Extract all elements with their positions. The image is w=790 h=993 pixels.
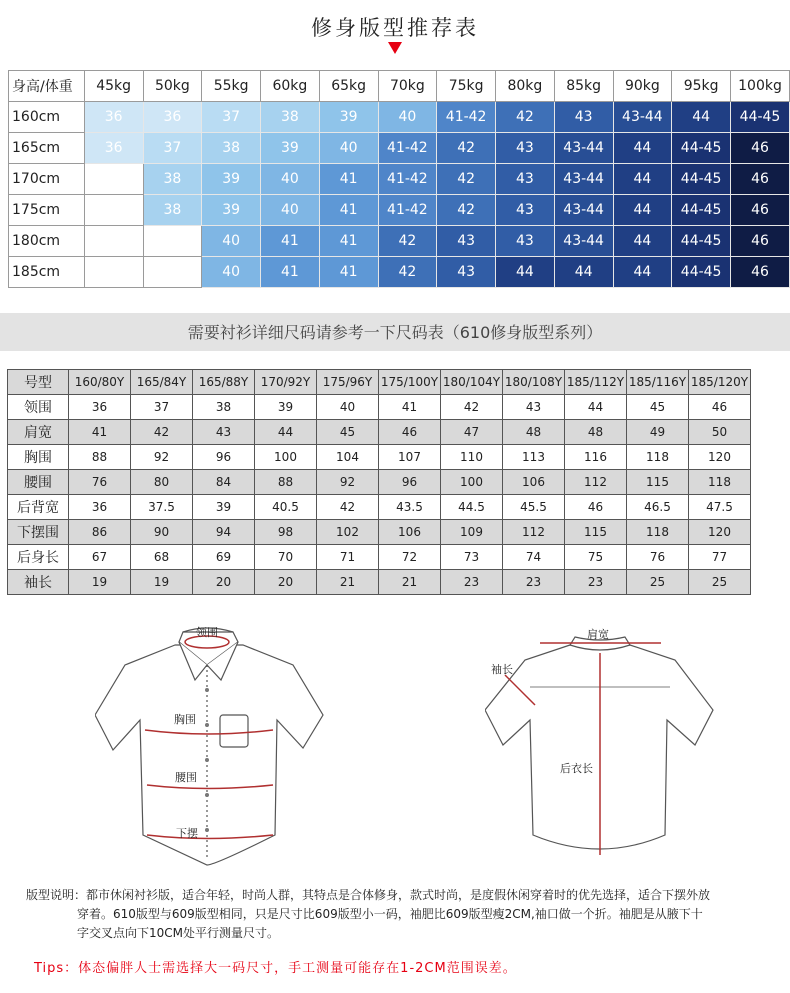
rec-cell bbox=[143, 226, 202, 257]
recommendation-table bbox=[8, 70, 790, 288]
size-cell: 44 bbox=[565, 395, 627, 420]
rec-row bbox=[9, 226, 790, 257]
size-cell: 96 bbox=[379, 470, 441, 495]
rec-cell: 41 bbox=[319, 257, 378, 288]
size-cell: 106 bbox=[503, 470, 565, 495]
size-cell: 115 bbox=[627, 470, 689, 495]
weight-header: 85kg bbox=[554, 71, 613, 102]
size-cell: 23 bbox=[565, 570, 627, 595]
rec-cell: 41 bbox=[319, 164, 378, 195]
size-column-header: 170/92Y bbox=[255, 370, 317, 395]
size-cell: 36 bbox=[69, 495, 131, 520]
shoulder-label: 肩宽 bbox=[587, 628, 609, 641]
rec-cell: 41-42 bbox=[378, 133, 437, 164]
rec-cell: 39 bbox=[202, 164, 261, 195]
size-header-label: 号型 bbox=[8, 370, 69, 395]
size-cell: 39 bbox=[193, 495, 255, 520]
rec-cell: 36 bbox=[143, 102, 202, 133]
size-cell: 42 bbox=[441, 395, 503, 420]
size-cell: 21 bbox=[379, 570, 441, 595]
rec-cell: 46 bbox=[731, 195, 790, 226]
size-cell: 20 bbox=[193, 570, 255, 595]
rec-cell: 44-45 bbox=[672, 195, 731, 226]
size-cell: 90 bbox=[131, 520, 193, 545]
size-cell: 77 bbox=[689, 545, 751, 570]
size-cell: 45.5 bbox=[503, 495, 565, 520]
rec-cell: 46 bbox=[731, 257, 790, 288]
size-cell: 41 bbox=[379, 395, 441, 420]
rec-cell: 46 bbox=[731, 226, 790, 257]
size-column-header: 175/96Y bbox=[317, 370, 379, 395]
weight-header: 55kg bbox=[202, 71, 261, 102]
rec-cell bbox=[84, 226, 143, 257]
back-shirt-body bbox=[485, 645, 713, 849]
size-column-header: 185/120Y bbox=[689, 370, 751, 395]
rec-cell: 36 bbox=[84, 133, 143, 164]
rec-cell: 41 bbox=[261, 226, 320, 257]
rec-cell: 40 bbox=[261, 164, 320, 195]
height-label: 165cm bbox=[9, 133, 85, 164]
rec-cell: 44 bbox=[613, 195, 672, 226]
height-label: 185cm bbox=[9, 257, 85, 288]
size-cell: 104 bbox=[317, 445, 379, 470]
rec-cell: 38 bbox=[143, 164, 202, 195]
rec-cell: 40 bbox=[319, 133, 378, 164]
size-cell: 38 bbox=[193, 395, 255, 420]
back-shirt-diagram bbox=[485, 625, 715, 870]
size-cell: 84 bbox=[193, 470, 255, 495]
size-cell: 47.5 bbox=[689, 495, 751, 520]
size-cell: 92 bbox=[317, 470, 379, 495]
size-cell: 107 bbox=[379, 445, 441, 470]
size-cell: 92 bbox=[131, 445, 193, 470]
rec-cell: 44 bbox=[613, 257, 672, 288]
size-column-header: 165/88Y bbox=[193, 370, 255, 395]
size-cell: 106 bbox=[379, 520, 441, 545]
rec-cell: 37 bbox=[202, 102, 261, 133]
rec-cell: 40 bbox=[261, 195, 320, 226]
size-cell: 100 bbox=[441, 470, 503, 495]
size-cell: 118 bbox=[627, 520, 689, 545]
size-cell: 74 bbox=[503, 545, 565, 570]
size-cell: 94 bbox=[193, 520, 255, 545]
rec-cell: 44-45 bbox=[731, 102, 790, 133]
size-cell: 120 bbox=[689, 445, 751, 470]
size-cell: 25 bbox=[689, 570, 751, 595]
page-title: 修身版型推荐表 bbox=[311, 16, 479, 40]
size-cell: 46.5 bbox=[627, 495, 689, 520]
rec-cell: 41-42 bbox=[437, 102, 496, 133]
size-cell: 23 bbox=[441, 570, 503, 595]
rec-cell: 42 bbox=[378, 226, 437, 257]
rec-cell bbox=[84, 257, 143, 288]
rec-cell: 39 bbox=[261, 133, 320, 164]
rec-cell: 42 bbox=[437, 164, 496, 195]
rec-cell: 44 bbox=[496, 257, 555, 288]
size-row bbox=[8, 495, 751, 520]
size-cell: 71 bbox=[317, 545, 379, 570]
rec-row bbox=[9, 102, 790, 133]
height-label: 180cm bbox=[9, 226, 85, 257]
height-label: 175cm bbox=[9, 195, 85, 226]
weight-header: 95kg bbox=[672, 71, 731, 102]
chest-label: 胸围 bbox=[174, 713, 196, 726]
size-cell: 88 bbox=[69, 445, 131, 470]
size-cell: 109 bbox=[441, 520, 503, 545]
size-row bbox=[8, 445, 751, 470]
height-label: 170cm bbox=[9, 164, 85, 195]
size-column-header: 165/84Y bbox=[131, 370, 193, 395]
size-cell: 37 bbox=[131, 395, 193, 420]
size-cell: 43 bbox=[193, 420, 255, 445]
description-line: 版型说明：都市休闲衬衫版，适合年轻，时尚人群，其特点是合体修身，款式时尚，是度假休闲穿着时的优先选择，适合下摆外放 bbox=[26, 888, 711, 902]
pocket bbox=[220, 715, 248, 747]
size-cell: 19 bbox=[131, 570, 193, 595]
size-column-header: 160/80Y bbox=[69, 370, 131, 395]
hem-label: 下摆 bbox=[176, 827, 198, 840]
size-cell: 70 bbox=[255, 545, 317, 570]
size-cell: 43.5 bbox=[379, 495, 441, 520]
size-cell: 73 bbox=[441, 545, 503, 570]
rec-cell: 40 bbox=[378, 102, 437, 133]
size-cell: 86 bbox=[69, 520, 131, 545]
size-row-label: 下摆围 bbox=[8, 520, 69, 545]
rec-cell: 42 bbox=[496, 102, 555, 133]
rec-row bbox=[9, 133, 790, 164]
size-cell: 112 bbox=[565, 470, 627, 495]
size-cell: 46 bbox=[565, 495, 627, 520]
size-row-label: 肩宽 bbox=[8, 420, 69, 445]
collar-label: 领围 bbox=[196, 626, 218, 639]
rec-cell: 39 bbox=[202, 195, 261, 226]
size-row bbox=[8, 420, 751, 445]
rec-cell: 41 bbox=[261, 257, 320, 288]
size-cell: 76 bbox=[69, 470, 131, 495]
weight-header: 80kg bbox=[496, 71, 555, 102]
weight-header: 90kg bbox=[613, 71, 672, 102]
weight-header: 45kg bbox=[84, 71, 143, 102]
rec-cell: 43 bbox=[496, 226, 555, 257]
size-column-header: 180/104Y bbox=[441, 370, 503, 395]
size-column-header: 185/112Y bbox=[565, 370, 627, 395]
height-label: 160cm bbox=[9, 102, 85, 133]
description bbox=[26, 886, 776, 943]
size-cell: 80 bbox=[131, 470, 193, 495]
size-row bbox=[8, 545, 751, 570]
size-row-label: 胸围 bbox=[8, 445, 69, 470]
rec-cell: 43 bbox=[496, 195, 555, 226]
weight-header: 70kg bbox=[378, 71, 437, 102]
size-cell: 42 bbox=[131, 420, 193, 445]
rec-row bbox=[9, 164, 790, 195]
size-column-header: 180/108Y bbox=[503, 370, 565, 395]
rec-cell: 38 bbox=[202, 133, 261, 164]
size-cell: 118 bbox=[689, 470, 751, 495]
size-row bbox=[8, 395, 751, 420]
rec-cell bbox=[84, 164, 143, 195]
size-row bbox=[8, 570, 751, 595]
size-cell: 19 bbox=[69, 570, 131, 595]
rec-cell: 39 bbox=[319, 102, 378, 133]
down-arrow-icon bbox=[388, 42, 402, 54]
rec-cell: 40 bbox=[202, 226, 261, 257]
tips-text: Tips：体态偏胖人士需选择大一码尺寸，手工测量可能存在1-2CM范围误差。 bbox=[34, 961, 517, 976]
rec-corner-label: 身高/体重 bbox=[9, 71, 85, 102]
back-length-label: 后衣长 bbox=[560, 762, 593, 775]
size-cell: 25 bbox=[627, 570, 689, 595]
size-row-label: 袖长 bbox=[8, 570, 69, 595]
size-cell: 72 bbox=[379, 545, 441, 570]
rec-cell: 46 bbox=[731, 164, 790, 195]
rec-cell: 43 bbox=[496, 133, 555, 164]
rec-cell: 43-44 bbox=[554, 226, 613, 257]
rec-row bbox=[9, 195, 790, 226]
size-cell: 40 bbox=[317, 395, 379, 420]
size-cell: 113 bbox=[503, 445, 565, 470]
rec-cell: 44-45 bbox=[672, 226, 731, 257]
size-header-row bbox=[8, 370, 751, 395]
size-row bbox=[8, 520, 751, 545]
size-cell: 49 bbox=[627, 420, 689, 445]
size-cell: 37.5 bbox=[131, 495, 193, 520]
rec-cell bbox=[143, 257, 202, 288]
weight-header: 50kg bbox=[143, 71, 202, 102]
rec-cell: 42 bbox=[437, 133, 496, 164]
size-row-label: 腰围 bbox=[8, 470, 69, 495]
shirt-body bbox=[95, 645, 323, 865]
rec-cell: 43-44 bbox=[554, 133, 613, 164]
size-cell: 48 bbox=[565, 420, 627, 445]
size-cell: 102 bbox=[317, 520, 379, 545]
rec-cell: 44 bbox=[613, 226, 672, 257]
size-cell: 115 bbox=[565, 520, 627, 545]
size-cell: 44 bbox=[255, 420, 317, 445]
size-row bbox=[8, 470, 751, 495]
rec-cell: 43-44 bbox=[554, 195, 613, 226]
rec-cell: 41-42 bbox=[378, 164, 437, 195]
rec-cell: 44-45 bbox=[672, 133, 731, 164]
rec-row bbox=[9, 257, 790, 288]
size-cell: 21 bbox=[317, 570, 379, 595]
size-cell: 36 bbox=[69, 395, 131, 420]
size-cell: 68 bbox=[131, 545, 193, 570]
rec-cell: 44-45 bbox=[672, 164, 731, 195]
rec-cell: 38 bbox=[143, 195, 202, 226]
front-shirt-diagram bbox=[95, 620, 330, 870]
rec-cell: 46 bbox=[731, 133, 790, 164]
size-cell: 69 bbox=[193, 545, 255, 570]
rec-cell: 44-45 bbox=[672, 257, 731, 288]
size-cell: 42 bbox=[317, 495, 379, 520]
rec-cell: 43-44 bbox=[613, 102, 672, 133]
size-cell: 45 bbox=[317, 420, 379, 445]
weight-header: 60kg bbox=[261, 71, 320, 102]
weight-header: 65kg bbox=[319, 71, 378, 102]
rec-cell: 43 bbox=[437, 226, 496, 257]
rec-cell: 41-42 bbox=[378, 195, 437, 226]
size-cell: 75 bbox=[565, 545, 627, 570]
size-cell: 110 bbox=[441, 445, 503, 470]
size-cell: 46 bbox=[689, 395, 751, 420]
waist-label: 腰围 bbox=[175, 771, 197, 784]
rec-cell: 44 bbox=[554, 257, 613, 288]
sleeve-label: 袖长 bbox=[491, 663, 513, 676]
size-cell: 112 bbox=[503, 520, 565, 545]
size-cell: 40.5 bbox=[255, 495, 317, 520]
size-cell: 41 bbox=[69, 420, 131, 445]
weight-header: 100kg bbox=[731, 71, 790, 102]
size-cell: 39 bbox=[255, 395, 317, 420]
section-title: 需要衬衫详细尺码请参考一下尺码表（610修身版型系列） bbox=[187, 323, 603, 342]
size-cell: 96 bbox=[193, 445, 255, 470]
size-cell: 118 bbox=[627, 445, 689, 470]
description-line: 字交叉点向下10CM处平行测量尺寸。 bbox=[77, 926, 280, 940]
size-cell: 88 bbox=[255, 470, 317, 495]
size-cell: 98 bbox=[255, 520, 317, 545]
size-cell: 47 bbox=[441, 420, 503, 445]
description-line: 穿着。610版型与609版型相同，只是尺寸比609版型小一码，袖肥比609版型瘦2CM,袖口做一个折。袖肥是从腋下十 bbox=[77, 907, 703, 921]
rec-cell: 41 bbox=[319, 226, 378, 257]
weight-header: 75kg bbox=[437, 71, 496, 102]
rec-cell: 44 bbox=[613, 164, 672, 195]
rec-cell: 43 bbox=[437, 257, 496, 288]
rec-cell: 41 bbox=[319, 195, 378, 226]
rec-header-row bbox=[9, 71, 790, 102]
size-cell: 44.5 bbox=[441, 495, 503, 520]
size-column-header: 175/100Y bbox=[379, 370, 441, 395]
size-column-header: 185/116Y bbox=[627, 370, 689, 395]
size-cell: 46 bbox=[379, 420, 441, 445]
size-cell: 116 bbox=[565, 445, 627, 470]
rec-cell: 40 bbox=[202, 257, 261, 288]
rec-cell: 44 bbox=[672, 102, 731, 133]
size-cell: 67 bbox=[69, 545, 131, 570]
size-cell: 43 bbox=[503, 395, 565, 420]
size-table bbox=[7, 369, 751, 595]
rec-cell: 43-44 bbox=[554, 164, 613, 195]
rec-cell: 43 bbox=[554, 102, 613, 133]
rec-cell: 42 bbox=[437, 195, 496, 226]
size-cell: 76 bbox=[627, 545, 689, 570]
size-cell: 45 bbox=[627, 395, 689, 420]
size-cell: 20 bbox=[255, 570, 317, 595]
size-cell: 50 bbox=[689, 420, 751, 445]
rec-cell: 37 bbox=[143, 133, 202, 164]
size-row-label: 后背宽 bbox=[8, 495, 69, 520]
size-row-label: 领围 bbox=[8, 395, 69, 420]
rec-cell: 38 bbox=[261, 102, 320, 133]
rec-cell: 42 bbox=[378, 257, 437, 288]
size-cell: 23 bbox=[503, 570, 565, 595]
rec-cell: 44 bbox=[613, 133, 672, 164]
size-cell: 100 bbox=[255, 445, 317, 470]
size-row-label: 后身长 bbox=[8, 545, 69, 570]
rec-cell bbox=[84, 195, 143, 226]
size-cell: 120 bbox=[689, 520, 751, 545]
size-cell: 48 bbox=[503, 420, 565, 445]
rec-cell: 43 bbox=[496, 164, 555, 195]
rec-cell: 36 bbox=[84, 102, 143, 133]
